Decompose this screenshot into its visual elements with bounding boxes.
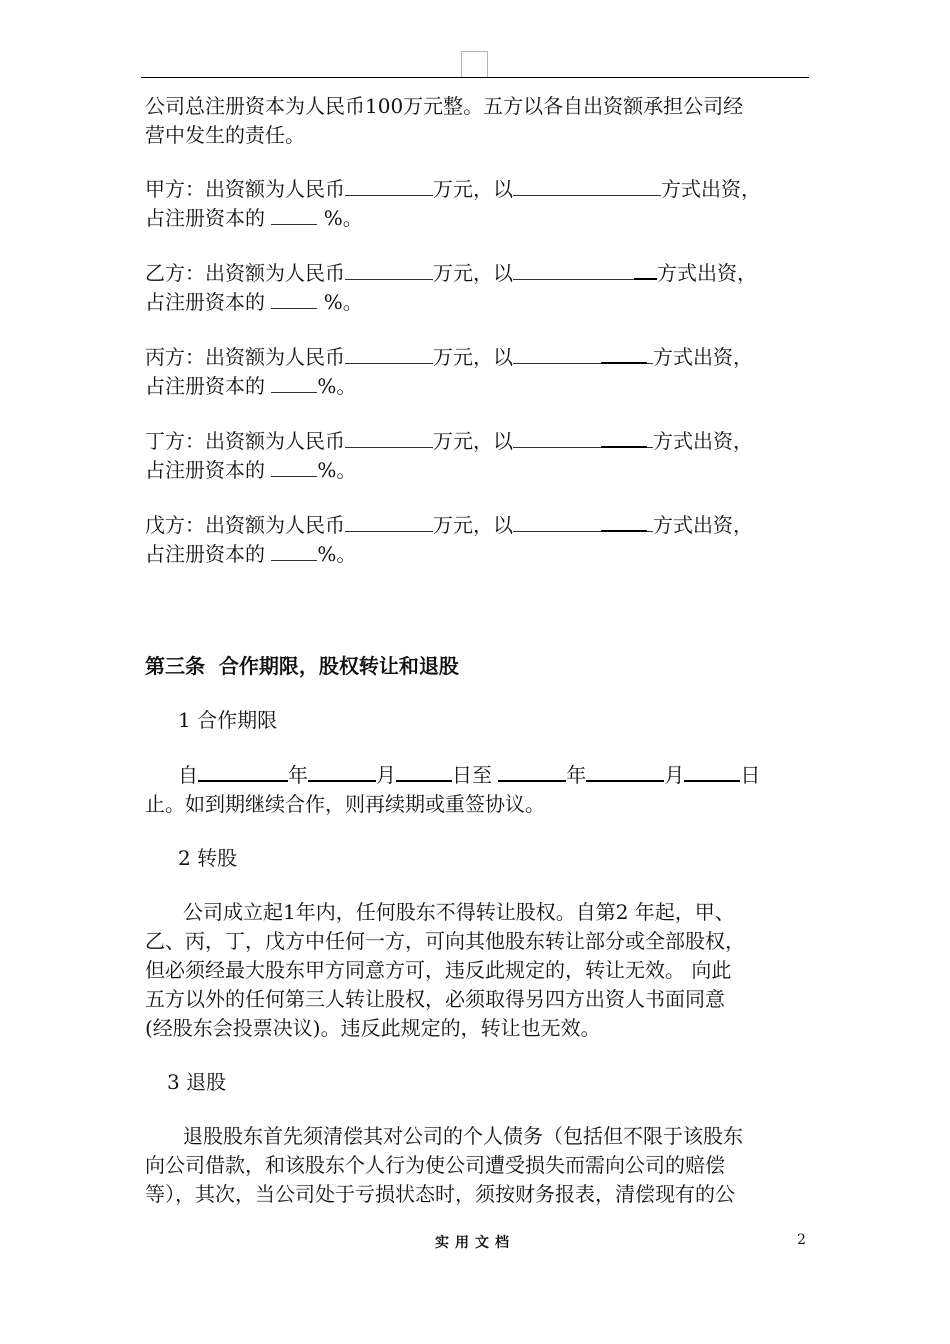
blank-ratio [271, 540, 317, 561]
blank-capital [345, 427, 433, 448]
paragraph-line: 但必须经最大股东甲方同意方可，违反此规定的，转让无效。 向此 [145, 958, 732, 982]
article-3-title: 第三条 合作期限，股权转让和退股 [145, 654, 459, 678]
party-block-e: 戊方：出资额为人民币 万元，以 方式出资， 占注册资本的 %。 [145, 510, 809, 569]
party-name: 丙方： [145, 345, 205, 369]
party-block-c: 丙方：出资额为人民币 万元，以 方式出资， 占注册资本的 %。 [145, 342, 809, 401]
party-name: 乙方： [145, 261, 205, 285]
header-rule [141, 77, 809, 78]
blank-end-year [498, 760, 566, 782]
paragraph-line: (经股东会投票决议)。违反此规定的，转让也无效。 [145, 1016, 601, 1040]
transfer-paragraph [145, 898, 809, 1043]
blank-capital [345, 175, 433, 196]
paragraph-line: 退股股东首先须清偿其对公司的个人债务（包括但不限于该股东 [183, 1124, 743, 1148]
blank-method [513, 343, 601, 364]
blank-start-year [198, 760, 288, 782]
document-body [145, 92, 809, 1209]
section-2-title: 2 转股 [178, 846, 238, 870]
blank-start-month [308, 760, 376, 782]
paragraph-line: 五方以外的任何第三人转让股权，必须取得另四方出资人书面同意 [145, 987, 725, 1011]
party-block-b: 乙方：出资额为人民币 万元，以 方式出资， 占注册资本的 %。 [145, 258, 809, 317]
blank-method [513, 427, 601, 448]
blank-ratio [271, 372, 317, 393]
blank-ratio [271, 288, 317, 309]
page-number: 2 [797, 1232, 806, 1248]
intro-line-2: 营中发生的责任。 [145, 123, 305, 147]
withdrawal-paragraph [145, 1122, 809, 1209]
blank-method [513, 259, 634, 280]
blank-start-day [396, 760, 452, 782]
blank-method [513, 511, 601, 532]
paragraph-line: 乙、丙，丁，戊方中任何一方，可向其他股东转让部分或全部股权， [145, 929, 745, 953]
footer-title: 实用文档 [435, 1235, 515, 1251]
section-3-title: 3 退股 [167, 1070, 227, 1094]
blank-end-month [586, 760, 664, 782]
paragraph-line: 等），其次，当公司处于亏损状态时，须按财务报表，清偿现有的公 [145, 1182, 735, 1206]
blank-capital [345, 259, 433, 280]
party-block-a: 甲方：出资额为人民币 万元，以 方式出资， 占注册资本的 %。 [145, 177, 761, 230]
blank-capital [345, 343, 433, 364]
term-paragraph: 自 年 月 日至 年 月 日 止。如到期继续合作，则再续期或重签协议。 [145, 760, 809, 819]
blank-capital [345, 511, 433, 532]
party-name: 丁方： [145, 429, 205, 453]
party-name: 戊方： [145, 513, 205, 537]
blank-ratio [271, 456, 317, 477]
blank-method [513, 175, 661, 196]
header-tab-box [461, 51, 488, 77]
intro-line-1: 公司总注册资本为人民币100万元整。五方以各自出资额承担公司经 [145, 94, 744, 118]
section-1-title: 1 合作期限 [178, 708, 278, 732]
term-line-2: 止。如到期继续合作，则再续期或重签协议。 [145, 792, 545, 816]
blank-end-day [684, 760, 740, 782]
paragraph-line: 向公司借款，和该股东个人行为使公司遭受损失而需向公司的赔偿 [145, 1153, 725, 1177]
party-name: 甲方： [145, 177, 205, 201]
party-block-d: 丁方：出资额为人民币 万元，以 方式出资， 占注册资本的 %。 [145, 426, 809, 485]
paragraph-line: 公司成立起1年内，任何股东不得转让股权。自第2 年起，甲、 [183, 900, 735, 924]
blank-ratio [271, 204, 317, 225]
